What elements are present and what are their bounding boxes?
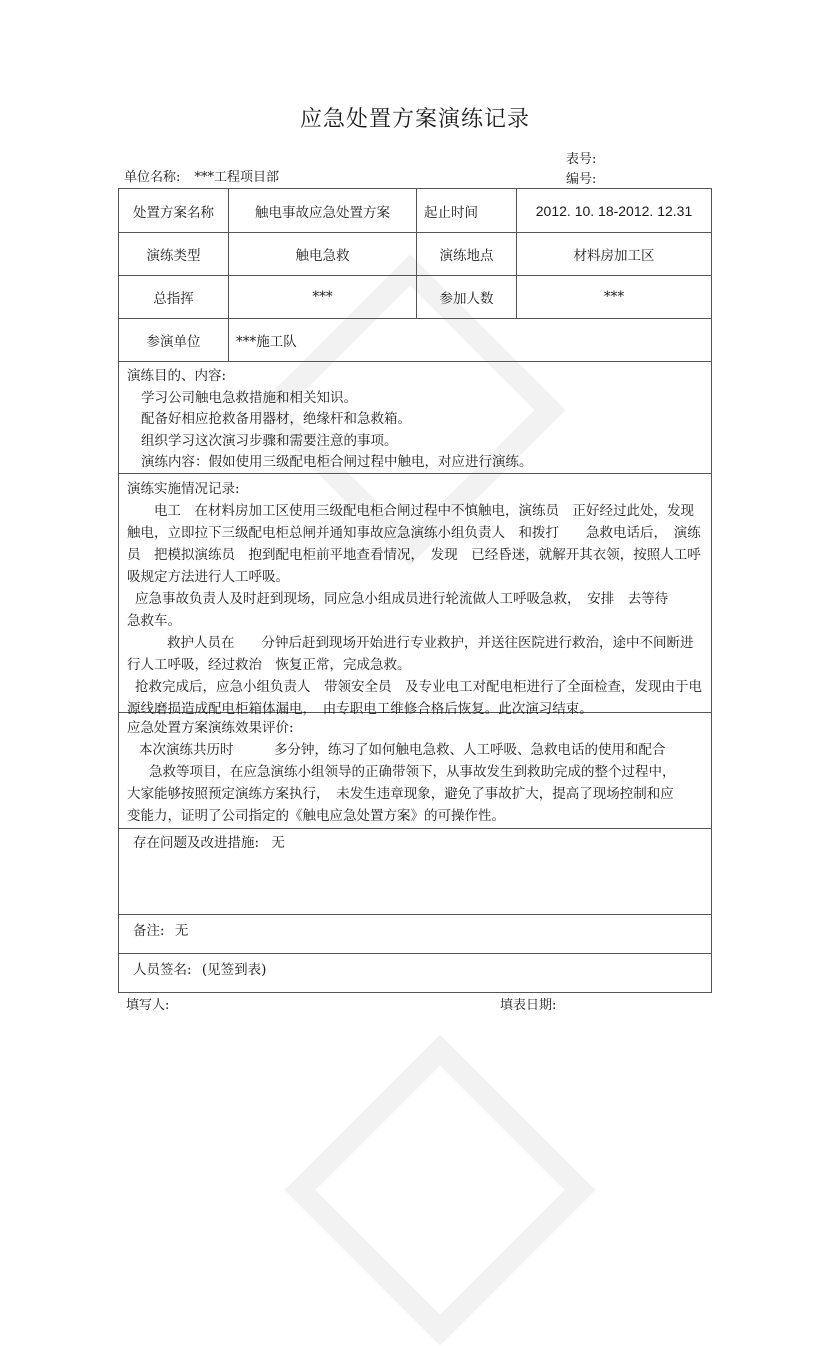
period-label: 起止时间 — [416, 189, 516, 232]
drill-type-value: 触电急救 — [228, 233, 416, 275]
plan-name-label: 处置方案名称 — [133, 204, 214, 221]
participant-count-value: *** — [516, 276, 711, 318]
table-number-label: 表号: — [566, 152, 597, 167]
remarks-label: 备注: — [133, 923, 165, 939]
evaluation-heading: 应急处置方案演练效果评价: — [127, 720, 294, 736]
drill-type-label: 演练类型 — [146, 248, 201, 264]
watermark-decoration — [284, 1034, 595, 1345]
signature-value: (见签到表) — [201, 962, 267, 978]
signature-section — [119, 953, 711, 992]
purpose-line: 演练内容：假如使用三级配电柜合闸过程中触电，对应进行演练。 — [141, 454, 533, 470]
evaluation-line: 急救等项目，在应急演练小组领导的正确带领下，从事故发生到救助完成的整个过程中， — [149, 764, 676, 780]
serial-number-label: 编号: — [566, 172, 597, 187]
unit-name-field — [124, 166, 279, 185]
drill-location-label: 演练地点 — [416, 233, 516, 275]
commander-label: 总指挥 — [153, 291, 194, 307]
fill-date-label: 填表日期: — [500, 998, 557, 1013]
purpose-line: 配备好相应抢救备用器材，绝缘杆和急救箱。 — [141, 411, 411, 427]
issues-value: 无 — [271, 835, 285, 851]
implementation-paragraph: 抢救完成后，应急小组负责人 带领安全员 及专业电工对配电柜进行了全面检查，发现由于电源线磨损造成配电柜箱体漏电， 由专职电工维修合格后恢复。此次演习结束。 — [127, 679, 702, 717]
implementation-paragraph: 救护人员在 分钟后赶到现场开始进行专业救护，并送往医院进行救治，途中不间断进行人工呼吸，经过救治 恢复正常，完成急救。 — [127, 635, 694, 673]
drill-location-value: 材料房加工区 — [516, 233, 711, 275]
table-row — [119, 232, 711, 275]
plan-name-value: 触电事故应急处置方案 — [228, 189, 416, 232]
period-value: 2012. 10. 18-2012. 12.31 — [516, 189, 711, 232]
purpose-line: 组织学习这次演习步骤和需要注意的事项。 — [141, 432, 398, 449]
evaluation-section — [119, 712, 711, 828]
evaluation-line: 变能力，证明了公司指定的《触电应急处置方案》的可操作性。 — [127, 808, 505, 824]
issues-section — [119, 828, 711, 914]
implementation-section — [119, 473, 711, 717]
evaluation-line: 本次演练共历时 多分钟，练习了如何触电急救、人工呼吸、急救电话的使用和配合 — [139, 742, 666, 758]
signature-label: 人员签名: — [133, 962, 192, 978]
table-row — [119, 275, 711, 318]
participating-unit-value: ***施工队 — [228, 319, 711, 361]
implementation-paragraph: 电工 在材料房加工区使用三级配电柜合闸过程中不慎触电，演练员 正好经过此处，发现 触电，立即拉下三级配电柜总闸并通知事故应急演练小组负责人 和拨打 急救电话后， 演练员 把模拟演练员 抱到配电柜前平地查看情况， 发现 已经昏迷，就解开其衣领，按照人工呼吸规定方法进行人工呼吸。 — [127, 503, 708, 585]
filler-label: 填写人: — [126, 998, 170, 1013]
purpose-heading: 演练目的、内容: — [127, 368, 227, 384]
purpose-line: 学习公司触电急救措施和相关知识。 — [141, 389, 357, 406]
participant-count-label: 参加人数 — [416, 276, 516, 318]
table-row — [119, 318, 711, 361]
page-title: 应急处置方案演练记录 — [299, 107, 530, 132]
purpose-section — [119, 361, 711, 473]
evaluation-line: 大家能够按照预定演练方案执行， 未发生违章现象，避免了事故扩大，提高了现场控制和应 — [127, 786, 674, 802]
unit-name-label: 单位名称: — [124, 170, 181, 185]
implementation-heading: 演练实施情况记录: — [127, 481, 240, 497]
issues-label: 存在问题及改进措施: — [133, 835, 260, 851]
unit-name-value: ***工程项目部 — [194, 170, 280, 185]
drill-record-table — [118, 188, 712, 993]
implementation-paragraph: 应急事故负责人及时赶到现场，同应急小组成员进行轮流做人工呼吸急救， 安排 去等待 急救车。 — [127, 591, 696, 629]
table-row — [119, 189, 711, 232]
remarks-value: 无 — [174, 923, 189, 939]
remarks-section — [119, 914, 711, 953]
participating-unit-label: 参演单位 — [146, 334, 201, 350]
commander-value: *** — [228, 276, 416, 318]
